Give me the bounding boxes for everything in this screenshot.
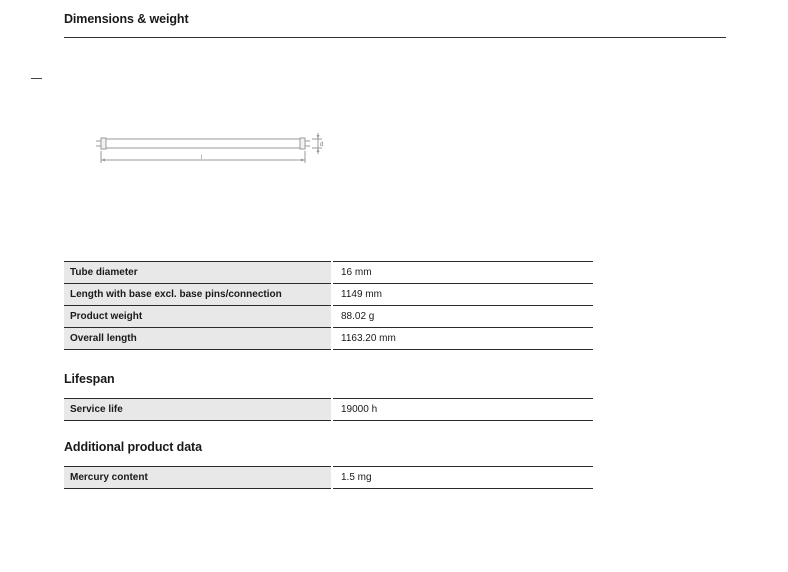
spec-label: Mercury content bbox=[64, 467, 332, 489]
table-row bbox=[64, 399, 593, 421]
length-label: l bbox=[201, 155, 203, 161]
spec-label: Overall length bbox=[64, 328, 332, 350]
tube-dimension-drawing bbox=[92, 131, 327, 167]
additional-data-heading: Additional product data bbox=[64, 440, 202, 454]
additional-data-table bbox=[64, 466, 593, 489]
spec-label: Service life bbox=[64, 399, 332, 421]
spec-value: 1149 mm bbox=[332, 284, 593, 306]
spec-label: Product weight bbox=[64, 306, 332, 328]
lifespan-table bbox=[64, 398, 593, 421]
spec-value: 1.5 mg bbox=[332, 467, 593, 489]
table-row bbox=[64, 467, 593, 489]
table-row bbox=[64, 262, 593, 284]
diameter-label: d bbox=[320, 142, 324, 148]
spec-value: 19000 h bbox=[332, 399, 593, 421]
spec-value: 88.02 g bbox=[332, 306, 593, 328]
dimensions-weight-heading: Dimensions & weight bbox=[64, 12, 189, 26]
lifespan-heading: Lifespan bbox=[64, 372, 115, 386]
spec-label: Length with base excl. base pins/connection bbox=[64, 284, 332, 306]
spec-value: 16 mm bbox=[332, 262, 593, 284]
heading-divider bbox=[64, 37, 726, 38]
dimensions-table bbox=[64, 261, 593, 350]
spec-value: 1163.20 mm bbox=[332, 328, 593, 350]
spec-label: Tube diameter bbox=[64, 262, 332, 284]
table-row bbox=[64, 328, 593, 350]
margin-marker bbox=[31, 78, 42, 79]
table-row bbox=[64, 306, 593, 328]
table-row bbox=[64, 284, 593, 306]
